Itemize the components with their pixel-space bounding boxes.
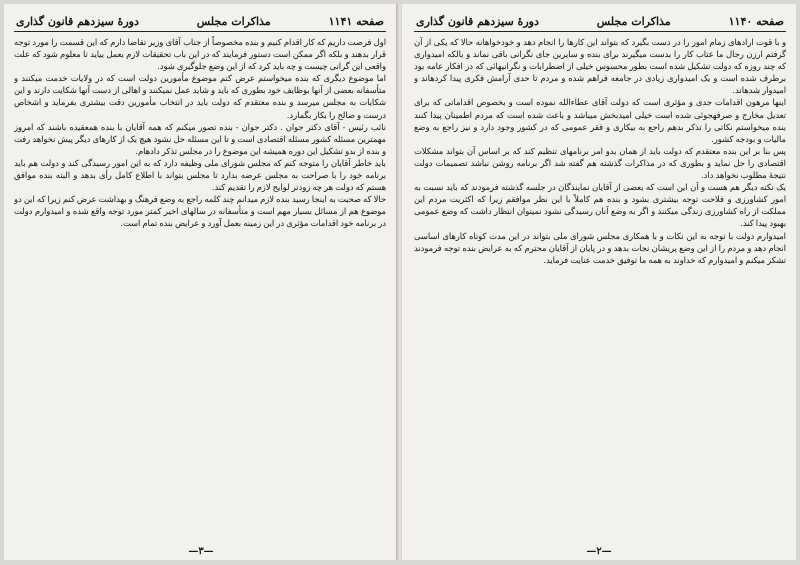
right-page: [402, 4, 796, 560]
paragraph: اول فرصت داریم که کار اقدام کنیم و بنده مخصوصاً از جناب آقای وزیر تقاضا دارم که این قسمت را مورد توجه قرار بدهند و بلکه اگر ممکن است دستور فرمایند که در این باب تحقیقات لازم بعمل بیاید تا معلوم شود که علت واقعی این گرانی چیست و چه باید کرد که از این وضع جلوگیری شود.: [14, 37, 386, 72]
right-page-footer-number: —۲—: [586, 546, 612, 557]
paragraph: اما موضوع دیگری که بنده میخواستم عرض کنم موضوع مأمورین دولت است که در ولایات خدمت میکنند و متأسفانه بعضی از آنها بوظایف خود بطوری که باید و شاید عمل نمیکنند و اهالی از دست آنها شکایت دارند و این شکایات به مجلس میرسد و بنده معتقدم که دولت باید در انتخاب مأمورین دقت بیشتری بفرماید و اشخاص درست و صالح را بکار بگمارد.: [14, 73, 386, 120]
paragraph: و با قوت ارادهای زمام امور را در دست بگیرد که بتواند این کارها را انجام دهد و خودخواهانه حالا که یکی از آن گرفتم ارزن رجال ما عتاب کار را بدست میگیرند برای بنده و سایرین جای نگرانی باقی نماند و بالکه امیدواری که چند روزه که دولت تشکیل شده است بطور محسوس خیلی از اضطرابات و نگرانیهائی که در افکار عامه بود برطرف شده است و یک امیدواری زیادی در جامعه فراهم شده و مردم تا حدی آرامش فکری پیدا کردهاند و امیدوار شدهاند.: [414, 37, 786, 96]
left-page-footer-number: —۳—: [188, 546, 214, 557]
left-page-section-title: مذاکرات مجلس: [196, 15, 271, 28]
paragraph: پس بنا بر این بنده معتقدم که دولت باید از همان بدو امر برنامهای تنظیم کند که بر اساس آن بتواند مشکلات اقتصادی را حل نماید و بطوری که در مذاکرات گذشته هم گفته شد اگر برنامه روشن نباشد تصمیمات دولت نتیجهٔ مطلوب نخواهد داد.: [414, 145, 786, 181]
paragraph: نائب رئیس - آقای دکتر جوان . دکتر جوان - بنده تصور میکنم که همه آقایان با بنده همعقیده باشند که امروز مهمترین مسئله کشور مسئله اقتصادی است و تا این مسئله حل نشود هیچ یک از کارهای دیگر پیش نخواهد رفت و بنده از بدو تشکیل این دوره همیشه این موضوع را در مجلس تذکر دادهام.: [14, 121, 386, 156]
right-page-body: [414, 36, 786, 542]
right-page-section-title: مذاکرات مجلس: [596, 15, 671, 28]
left-page: [4, 4, 398, 560]
right-page-number-label: صفحه ۱۱۴۰: [728, 15, 784, 28]
left-page-number-label: صفحه ۱۱۴۱: [328, 15, 384, 28]
paragraph: باید خاطر آقایان را متوجه کنم که مجلس شورای ملی وظیفه دارد که به این امور رسیدگی کند و دولت هم باید برنامه خود را با صراحت به مجلس عرضه بدارد تا مجلس بتواند با اطلاع کامل رأی بدهد و البته بنده موافق هستم که دولت هر چه زودتر لوایح لازم را تقدیم کند.: [14, 157, 386, 193]
right-page-session-title: دورهٔ سیزدهم قانون گذاری: [416, 15, 539, 28]
left-page-header: [14, 10, 386, 32]
paragraph: حالا که صحبت به اینجا رسید بنده لازم میدانم چند کلمه راجع به وضع فرهنگ و بهداشت عرض کنم زیرا که این دو موضوع هم از مسائل بسیار مهم است و متأسفانه در سالهای اخیر کمتر مورد توجه واقع شده و امیدوارم دولت در برنامه خود اقدامات مؤثری در این زمینه بعمل آورد و عرایض بنده تمام است.: [14, 194, 386, 229]
left-page-body: [14, 36, 386, 542]
paragraph: امیدوارم دولت با توجه به این نکات و با همکاری مجلس شورای ملی بتواند در این مدت کوتاه کارهای اساسی انجام دهد و مردم را از این وضع پریشان نجات بدهد و در پایان از آقایان محترم که به عرایض بنده توجه فرمودند تشکر میکنم و امیدوارم که خداوند به همه ما توفیق خدمت عنایت فرماید.: [414, 230, 786, 265]
paragraph: اینها مرهون اقدامات جدی و مؤثری است که دولت آقای عطاءالله نموده است و بخصوص اقداماتی که برای تعدیل مخارج و صرفهجوئی شده است خیلی امیدبخش میباشد و باعث شده است که مردم اطمینان پیدا کنند بنده میخواستم نکاتی را تذکر بدهم راجع به بیکاری و فقر عمومی که در کشور وجود دارد و نیز راجع به وضع مالیات و بودجه کشور.: [414, 97, 786, 144]
left-page-session-title: دورهٔ سیزدهم قانون گذاری: [16, 15, 139, 28]
paragraph: یک نکته دیگر هم هست و آن این است که بعضی از آقایان نمایندگان در جلسه گذشته فرمودند که باید نسبت به امور کشاورزی و فلاحت توجه بیشتری بشود و بنده هم کاملاً با این نظر موافقم زیرا که اکثریت مردم این مملکت از راه کشاورزی زندگی میکنند و اگر به وضع آنان رسیدگی نشود نمیتوان انتظار داشت که وضع عمومی بهبود پیدا کند.: [414, 182, 786, 229]
right-page-header: [414, 10, 786, 32]
